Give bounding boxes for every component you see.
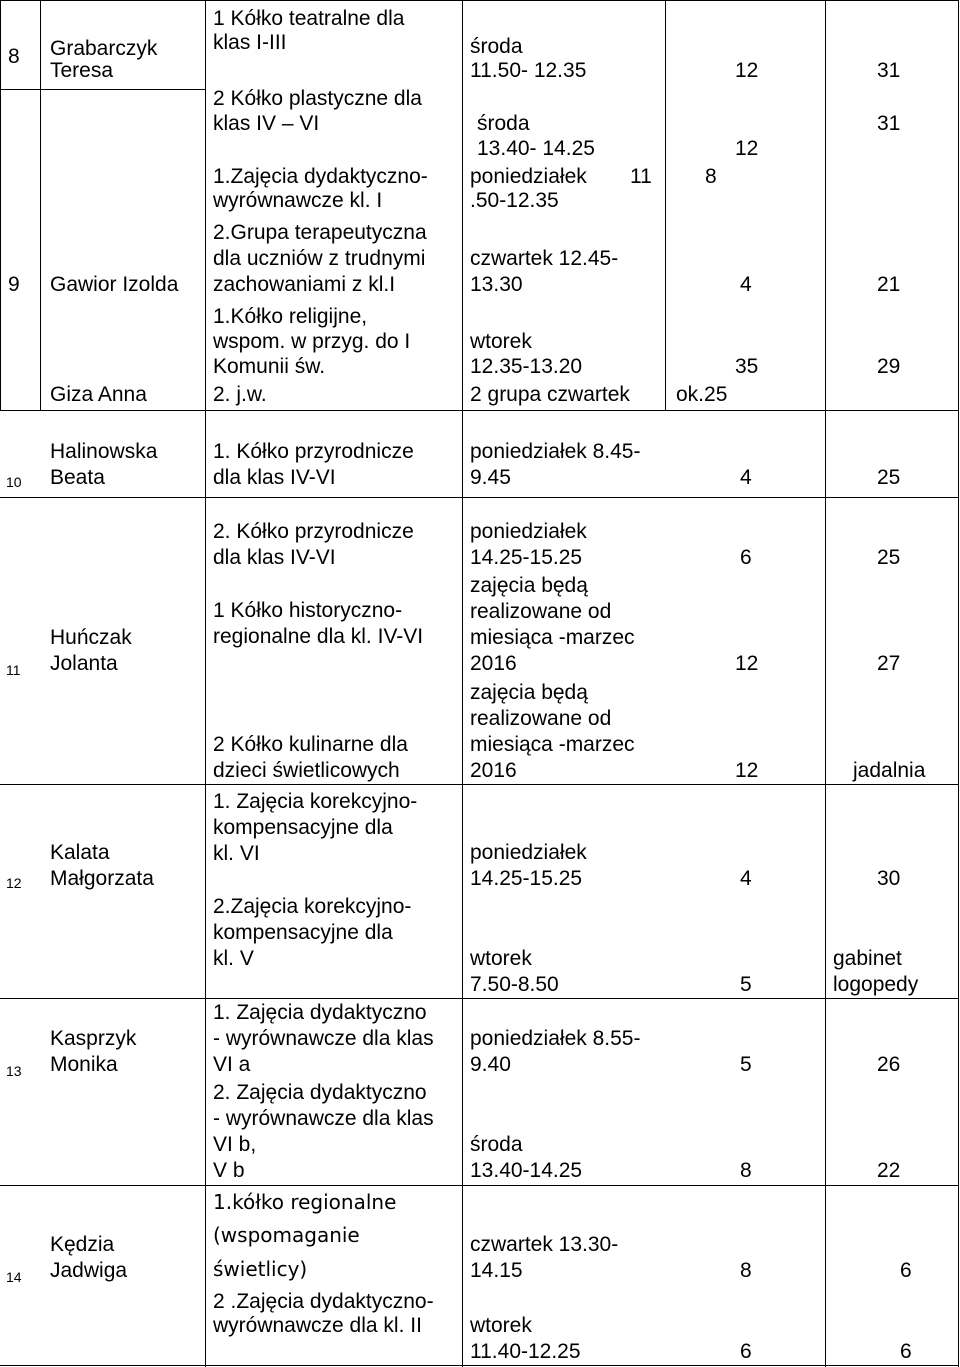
room-number: 6 (900, 1340, 912, 1363)
schedule-time: 14.15 (470, 1259, 523, 1282)
activity-name: 2. Kółko przyrodnicze (213, 520, 414, 543)
room-number: 26 (877, 1053, 901, 1076)
table-border (40, 0, 41, 410)
activity-name: - wyrównawcze dla klas (213, 1027, 434, 1050)
room-number: 31 (877, 59, 901, 82)
teacher-name: Kasprzyk (50, 1027, 137, 1050)
activity-name: wspom. w przyg. do I (213, 330, 411, 353)
schedule-time: poniedziałek 8.45- (470, 440, 641, 463)
activity-name: 1.Zajęcia dydaktyczno- (213, 165, 428, 188)
schedule-time: realizowane od (470, 707, 612, 730)
room-number: 27 (877, 652, 901, 675)
activity-name: 2 Kółko kulinarne dla (213, 733, 408, 756)
schedule-time: realizowane od (470, 600, 612, 623)
activity-name: dla klas IV-VI (213, 466, 336, 489)
schedule-time: wtorek (470, 1314, 532, 1337)
activity-name: 2 .Zajęcia dydaktyczno- (213, 1290, 434, 1313)
table-border (958, 0, 959, 1367)
table-border (0, 784, 959, 785)
group-size: 4 (740, 466, 752, 489)
schedule-time: poniedziałek (470, 520, 587, 543)
group-size: 11 (630, 165, 652, 188)
room-number: 30 (877, 867, 901, 890)
table-border (0, 0, 1, 410)
room-number: 25 (877, 466, 901, 489)
activity-name: 2.Grupa terapeutyczna (213, 221, 427, 244)
schedule-time: 13.40- 14.25 (477, 137, 595, 160)
table-border (0, 998, 959, 999)
activity-name: kl. V (213, 947, 254, 970)
activity-name: VI a (213, 1053, 251, 1076)
schedule-time: 11.40-12.25 (470, 1340, 581, 1363)
teacher-name: Jadwiga (50, 1259, 128, 1282)
activity-name: regionalne dla kl. IV-VI (213, 625, 424, 648)
schedule-time: środa (477, 112, 530, 135)
activity-name: dla klas IV-VI (213, 546, 336, 569)
activity-name: 2.Zajęcia korekcyjno- (213, 895, 412, 918)
row-number: 8 (8, 45, 20, 68)
row-number: 11 (6, 662, 21, 678)
activity-name: kompensacyjne dla (213, 816, 393, 839)
group-size: 12 (735, 759, 759, 782)
table-border (205, 0, 206, 1367)
room-number: gabinet (833, 947, 902, 970)
activity-name: kompensacyjne dla (213, 921, 393, 944)
room-number: 29 (877, 355, 901, 378)
activity-name: V b (213, 1159, 245, 1182)
group-size: 6 (740, 1340, 752, 1363)
activity-name: 2. Zajęcia dydaktyczno (213, 1081, 427, 1104)
room-number: 22 (877, 1159, 901, 1182)
group-size: 4 (740, 273, 752, 296)
schedule-time: środa (470, 35, 523, 58)
table-border (0, 1365, 959, 1366)
activity-name: klas I-III (213, 31, 287, 54)
group-size: 8 (740, 1159, 752, 1182)
schedule-time: środa (470, 1133, 523, 1156)
activity-name: 1 Kółko historyczno- (213, 599, 403, 622)
activity-name: 1.Kółko religijne, (213, 305, 368, 328)
activity-name: dla uczniów z trudnymi (213, 247, 426, 270)
teacher-name: Huńczak (50, 626, 132, 649)
schedule-time: zajęcia będą (470, 681, 588, 704)
schedule-time: wtorek (470, 330, 532, 353)
schedule-time: poniedziałek 8.55- (470, 1027, 641, 1050)
activity-name: kl. VI (213, 842, 260, 865)
row-number: 13 (6, 1063, 22, 1079)
teacher-name: Kalata (50, 841, 110, 864)
teacher-name: Beata (50, 466, 105, 489)
group-size: 12 (735, 59, 759, 82)
activity-name: VI b, (213, 1133, 257, 1156)
schedule-time: 11.50- 12.35 (470, 59, 587, 82)
row-number: 14 (6, 1269, 22, 1285)
room-number: 31 (877, 112, 901, 135)
activity-name: zachowaniami z kl.I (213, 273, 396, 296)
room-number: 6 (900, 1259, 912, 1282)
schedule-time: .50-12.35 (470, 189, 559, 212)
activity-name: świetlicy) (213, 1257, 308, 1281)
activity-name: 2 Kółko plastyczne dla (213, 87, 422, 110)
schedule-time: miesiąca -marzec (470, 733, 635, 756)
row-number: 10 (6, 474, 22, 490)
schedule-time: 9.40 (470, 1053, 511, 1076)
room-number: logopedy (833, 973, 919, 996)
schedule-time: 2016 (470, 652, 517, 675)
activity-name: 2. j.w. (213, 383, 267, 406)
table-border (665, 0, 666, 410)
table-border (825, 0, 826, 1367)
schedule-time: 2 grupa czwartek (470, 383, 630, 406)
row-number: 12 (6, 875, 22, 891)
activity-name: 1 Kółko teatralne dla (213, 7, 405, 30)
group-size: 35 (735, 355, 759, 378)
row-number: 9 (8, 273, 20, 296)
teacher-name: Gawior Izolda (50, 273, 179, 296)
activity-name: - wyrównawcze dla klas (213, 1107, 434, 1130)
group-size: 5 (740, 973, 752, 996)
group-size: 12 (735, 652, 759, 675)
teacher-name: Grabarczyk (50, 37, 158, 60)
schedule-time: 2016 (470, 759, 517, 782)
teacher-name: Jolanta (50, 652, 118, 675)
activity-name: 1. Zajęcia korekcyjno- (213, 790, 418, 813)
group-size: 5 (740, 1053, 752, 1076)
schedule-time: czwartek 12.45- (470, 247, 619, 270)
schedule-time: 9.45 (470, 466, 511, 489)
teacher-name: Monika (50, 1053, 118, 1076)
schedule-time: 14.25-15.25 (470, 867, 583, 890)
table-border (0, 1185, 959, 1186)
activity-name: wyrównawcze dla kl. II (213, 1314, 422, 1337)
table-border (0, 410, 959, 411)
activity-name: (wspomaganie (213, 1223, 360, 1247)
schedule-time: czwartek 13.30- (470, 1233, 619, 1256)
activity-name: Komunii św. (213, 355, 326, 378)
table-border (0, 497, 959, 498)
group-size: 12 (735, 137, 759, 160)
group-size: 6 (740, 546, 752, 569)
activity-name: 1. Kółko przyrodnicze (213, 440, 414, 463)
room-number: 25 (877, 546, 901, 569)
schedule-time: poniedziałek (470, 841, 587, 864)
schedule-time: wtorek (470, 947, 532, 970)
activity-name: 1.kółko regionalne (213, 1190, 397, 1214)
schedule-time: zajęcia będą (470, 574, 588, 597)
schedule-time: 13.30 (470, 273, 523, 296)
schedule-time: 7.50-8.50 (470, 973, 559, 996)
schedule-time: 14.25-15.25 (470, 546, 583, 569)
table-border (462, 0, 463, 1367)
schedule-time: 12.35-13.20 (470, 355, 583, 378)
group-size: 8 (740, 1259, 752, 1282)
schedule-time: 13.40-14.25 (470, 1159, 583, 1182)
activity-name: dzieci świetlicowych (213, 759, 400, 782)
room-number: 21 (877, 273, 901, 296)
group-size: 4 (740, 867, 752, 890)
group-size: 8 (705, 165, 717, 188)
activity-name: klas IV – VI (213, 112, 320, 135)
schedule-time: poniedziałek (470, 165, 587, 188)
teacher-name: Kędzia (50, 1233, 115, 1256)
activity-name: wyrównawcze kl. I (213, 189, 383, 212)
table-border (0, 0, 959, 1)
teacher-name: Małgorzata (50, 867, 154, 890)
teacher-name: Teresa (50, 59, 114, 82)
room-number: jadalnia (853, 759, 926, 782)
teacher-name: Halinowska (50, 440, 158, 463)
schedule-time: miesiąca -marzec (470, 626, 635, 649)
schedule-time: ok.25 (676, 383, 728, 406)
activity-name: 1. Zajęcia dydaktyczno (213, 1001, 427, 1024)
teacher-name: Giza Anna (50, 383, 147, 406)
table-border (0, 89, 205, 90)
